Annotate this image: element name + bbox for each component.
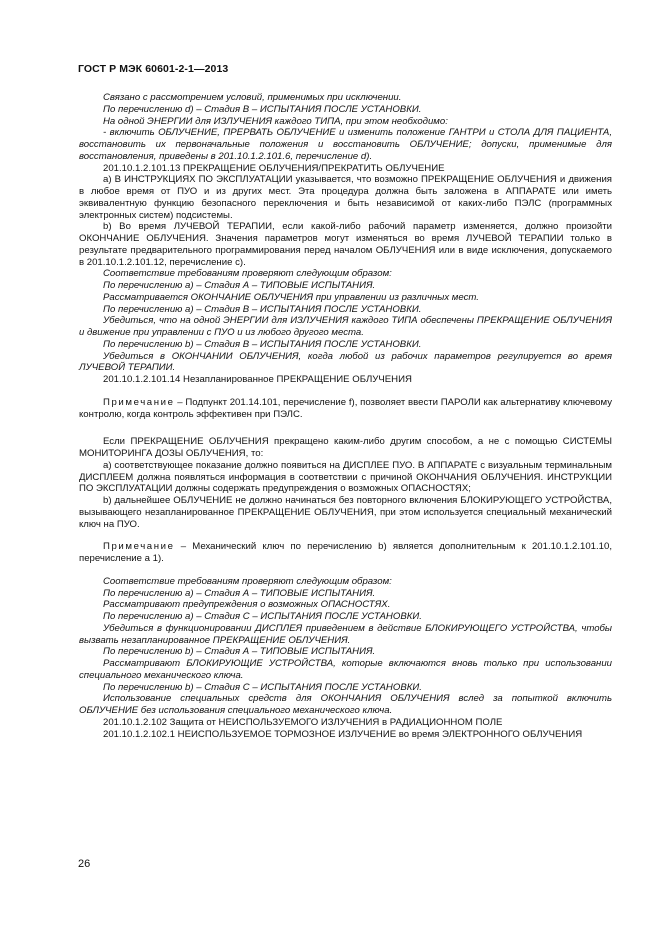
paragraph: Соответствие требованиям проверяют следующим образом:	[103, 575, 392, 587]
paragraph: а) В ИНСТРУКЦИЯХ ПО ЭКСПЛУАТАЦИИ указывается, что возможно ПРЕКРАЩЕНИЕ ОБЛУЧЕНИЯ и движения в любое время от ПУО и из других мест. Эта процедура должна быть заложена в АППАРАТЕ или иметь эквивалентную функцию безопасного переключения и быть независимой от каких-либо ПЭЛС (программных электронных систем) подсистемы.	[79, 174, 612, 221]
paragraph: - включить ОБЛУЧЕНИЕ, ПРЕРВАТЬ ОБЛУЧЕНИЕ и изменить положение ГАНТРИ и СТОЛА ДЛЯ ПАЦИЕНТА, восстановить их первоначальные положения и восстановить ОБЛУЧЕНИЕ; допуски, применимые для восстановления, приведены в 201.10.1.2.101.6, перечисление d).	[79, 127, 612, 162]
paragraph: Связано с рассмотрением условий, применимых при исключении.	[103, 92, 402, 103]
paragraph: По перечислению а) – Стадия А – ТИПОВЫЕ ИСПЫТАНИЯ.	[103, 587, 376, 599]
note	[79, 397, 612, 421]
paragraph: По перечислению b) – Стадия С – ИСПЫТАНИЯ ПОСЛЕ УСТАНОВКИ.	[103, 681, 422, 693]
paragraph: а) соответствующее показание должно появиться на ДИСПЛЕЕ ПУО. В АППАРАТЕ с визуальным терминальным ДИСПЛЕЕМ должна появляться информация в соответствии с причиной ОКОНЧАНИЯ ОБЛУЧЕНИЯ. ИНСТРУКЦИИ ПО ЭКСПЛУАТАЦИИ должны содержать предупреждения о возможных ОПАСНОСТЯХ;	[79, 459, 612, 495]
paragraph: Использование специальных средств для ОКОНЧАНИЯ ОБЛУЧЕНИЯ вслед за попыткой включить ОБЛУЧЕНИЕ без использования специального механического ключа.	[79, 693, 612, 716]
paragraph: По перечислению а) – Стадия В – ИСПЫТАНИЯ ПОСЛЕ УСТАНОВКИ.	[103, 303, 422, 315]
note	[79, 541, 612, 565]
document-body	[79, 92, 612, 740]
paragraph: b) Во время ЛУЧЕВОЙ ТЕРАПИИ, если какой-либо рабочий параметр изменяется, должно произойти ОКОНЧАНИЕ ОБЛУЧЕНИЯ. Значения параметров могут изменяться во время ЛУЧЕВОЙ ТЕРАПИИ только в результате предварительного программирования перед началом ОБЛУЧЕНИЯ или в виде исключения, допускаемого в 201.10.1.2.101.12, перечисление с).	[79, 221, 612, 268]
paragraph: Убедиться в функционировании ДИСПЛЕЯ приведением в действие БЛОКИРУЮЩЕГО УСТРОЙСТВА, чтобы вызвать незапланированное ПРЕКРАЩЕНИЕ ОБЛУЧЕНИЯ.	[79, 622, 612, 646]
section-heading: 201.10.1.2.102.1 НЕИСПОЛЬЗУЕМОЕ ТОРМОЗНОЕ ИЗЛУЧЕНИЕ во время ЭЛЕКТРОННОГО ОБЛУЧЕНИЯ	[103, 728, 583, 740]
page-number: 26	[78, 858, 91, 870]
paragraph: Рассматривают предупреждения о возможных ОПАСНОСТЯХ.	[103, 599, 391, 611]
paragraph: Рассматривается ОКОНЧАНИЕ ОБЛУЧЕНИЯ при управлении из различных мест.	[103, 291, 479, 303]
note-text: – Подпункт 201.14.101, перечисление f), позволяет ввести ПАРОЛИ как альтернативу ключевому контролю, когда контроль эффективен при ПЭЛС.	[79, 396, 612, 420]
standard-title: ГОСТ Р МЭК 60601-2-1—2013	[78, 63, 229, 75]
paragraph: Убедиться, что на одной ЭНЕРГИИ для ИЗЛУЧЕНИЯ каждого ТИПА обеспечены ПРЕКРАЩЕНИЕ ОБЛУЧЕНИЯ и движение при управлении с ПУО и из любого другого места.	[79, 315, 612, 338]
paragraph: b) дальнейшее ОБЛУЧЕНИЕ не должно начинаться без повторного включения БЛОКИРУЮЩЕГО УСТРОЙСТВА, вызывающего незапланированное ПРЕКРАЩЕНИЕ ОБЛУЧЕНИЯ, при этом используется специальный механический ключ на ПУО.	[79, 495, 612, 530]
paragraph: По перечислению а) – Стадия А – ТИПОВЫЕ ИСПЫТАНИЯ.	[103, 280, 376, 291]
paragraph: По перечислению b) – Стадия В – ИСПЫТАНИЯ ПОСЛЕ УСТАНОВКИ.	[103, 338, 422, 350]
paragraph: Рассматривают БЛОКИРУЮЩИЕ УСТРОЙСТВА, которые включаются вновь только при использовании специального механического ключа.	[79, 658, 612, 681]
note-label: Примечание	[103, 396, 175, 408]
note-text: – Механический ключ по перечислению b) является дополнительным к 201.10.1.2.101.10, перечисление а 1).	[79, 541, 612, 564]
paragraph: По перечислению d) – Стадия В – ИСПЫТАНИЯ ПОСЛЕ УСТАНОВКИ.	[103, 103, 422, 115]
paragraph: Соответствие требованиям проверяют следующим образом:	[103, 268, 392, 280]
paragraph: Убедиться в ОКОНЧАНИИ ОБЛУЧЕНИЯ, когда любой из рабочих параметров регулируется во время ЛУЧЕВОЙ ТЕРАПИИ.	[79, 350, 612, 374]
section-heading: 201.10.1.2.102 Защита от НЕИСПОЛЬЗУЕМОГО ИЗЛУЧЕНИЯ в РАДИАЦИОННОМ ПОЛЕ	[103, 716, 503, 728]
paragraph: По перечислению b) – Стадия А – ТИПОВЫЕ ИСПЫТАНИЯ.	[103, 646, 376, 658]
paragraph: На одной ЭНЕРГИИ для ИЗЛУЧЕНИЯ каждого ТИПА, при этом необходимо:	[103, 115, 448, 127]
section-heading: 201.10.1.2.101.14 Незапланированное ПРЕКРАЩЕНИЕ ОБЛУЧЕНИЯ	[103, 374, 412, 385]
paragraph: Если ПРЕКРАЩЕНИЕ ОБЛУЧЕНИЯ прекращено каким-либо другим способом, а не с помощью СИСТЕМЫ МОНИТОРИНГА ДОЗЫ ОБЛУЧЕНИЯ, то:	[79, 436, 612, 459]
note-label: Примечание	[103, 541, 175, 553]
section-heading: 201.10.1.2.101.13 ПРЕКРАЩЕНИЕ ОБЛУЧЕНИЯ/ПРЕКРАТИТЬ ОБЛУЧЕНИЕ	[103, 162, 445, 174]
paragraph: По перечислению а) – Стадия С – ИСПЫТАНИЯ ПОСЛЕ УСТАНОВКИ.	[103, 611, 422, 622]
